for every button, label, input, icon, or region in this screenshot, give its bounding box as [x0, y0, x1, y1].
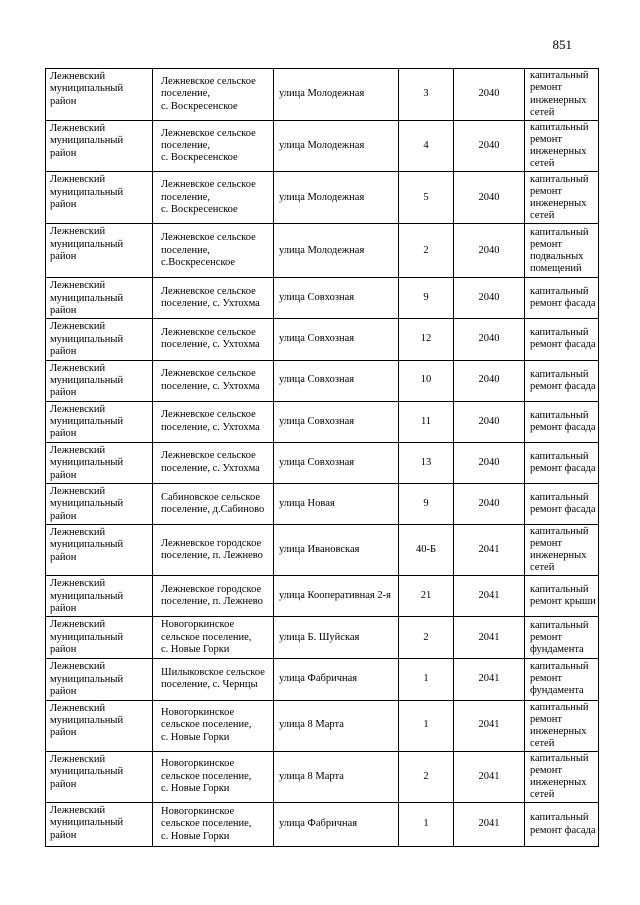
- work-type-cell: капитальный ремонт фасада: [525, 278, 599, 319]
- settlement-cell: Лежневское сельское поселение, с. Ухтохма: [153, 442, 274, 483]
- district-cell: Лежневский муниципальный район: [46, 700, 153, 751]
- street-cell: улица Ивановская: [274, 525, 399, 576]
- year-cell: 2040: [454, 69, 525, 121]
- work-type-cell: капитальный ремонт подвальных помещений: [525, 224, 599, 278]
- house-number-cell: 1: [399, 803, 454, 847]
- year-cell: 2041: [454, 751, 525, 802]
- house-number-cell: 5: [399, 172, 454, 224]
- house-number-cell: 3: [399, 69, 454, 121]
- work-type-cell: капитальный ремонт инженерных сетей: [525, 700, 599, 751]
- district-cell: Лежневский муниципальный район: [46, 483, 153, 524]
- street-cell: улица Молодежная: [274, 69, 399, 121]
- settlement-cell: Новогоркинское сельское поселение, с. Новые Горки: [153, 751, 274, 802]
- year-cell: 2041: [454, 617, 525, 659]
- year-cell: 2040: [454, 401, 525, 442]
- district-cell: Лежневский муниципальный район: [46, 401, 153, 442]
- house-number-cell: 9: [399, 278, 454, 319]
- work-type-cell: капитальный ремонт инженерных сетей: [525, 172, 599, 224]
- district-cell: Лежневский муниципальный район: [46, 224, 153, 278]
- work-type-cell: капитальный ремонт крыши: [525, 576, 599, 617]
- work-type-cell: капитальный ремонт фасада: [525, 442, 599, 483]
- settlement-cell: Лежневское городское поселение, п. Лежнево: [153, 525, 274, 576]
- table-row: [46, 659, 599, 700]
- work-type-cell: капитальный ремонт инженерных сетей: [525, 121, 599, 172]
- street-cell: улица 8 Марта: [274, 751, 399, 802]
- street-cell: улица Совхозная: [274, 360, 399, 401]
- year-cell: 2041: [454, 700, 525, 751]
- table-row: [46, 803, 599, 847]
- year-cell: 2040: [454, 442, 525, 483]
- year-cell: 2040: [454, 224, 525, 278]
- district-cell: Лежневский муниципальный район: [46, 803, 153, 847]
- year-cell: 2040: [454, 319, 525, 360]
- work-type-cell: капитальный ремонт фасада: [525, 360, 599, 401]
- table-row: [46, 483, 599, 524]
- table-row: [46, 617, 599, 659]
- settlement-cell: Лежневское сельское поселение, с. Воскресенское: [153, 121, 274, 172]
- district-cell: Лежневский муниципальный район: [46, 360, 153, 401]
- settlement-cell: Новогоркинское сельское поселение, с. Новые Горки: [153, 803, 274, 847]
- work-type-cell: капитальный ремонт фасада: [525, 803, 599, 847]
- year-cell: 2041: [454, 803, 525, 847]
- house-number-cell: 2: [399, 224, 454, 278]
- settlement-cell: Лежневское сельское поселение, с.Воскресенское: [153, 224, 274, 278]
- work-type-cell: капитальный ремонт инженерных сетей: [525, 69, 599, 121]
- work-type-cell: капитальный ремонт фундамента: [525, 617, 599, 659]
- district-cell: Лежневский муниципальный район: [46, 751, 153, 802]
- table-row: [46, 401, 599, 442]
- house-number-cell: 1: [399, 659, 454, 700]
- street-cell: улица Фабричная: [274, 659, 399, 700]
- year-cell: 2041: [454, 576, 525, 617]
- table-row: [46, 224, 599, 278]
- district-cell: Лежневский муниципальный район: [46, 278, 153, 319]
- year-cell: 2040: [454, 121, 525, 172]
- street-cell: улица Совхозная: [274, 278, 399, 319]
- year-cell: 2041: [454, 525, 525, 576]
- street-cell: улица Молодежная: [274, 172, 399, 224]
- work-type-cell: капитальный ремонт инженерных сетей: [525, 525, 599, 576]
- work-type-cell: капитальный ремонт инженерных сетей: [525, 751, 599, 802]
- street-cell: улица Б. Шуйская: [274, 617, 399, 659]
- street-cell: улица Совхозная: [274, 319, 399, 360]
- street-cell: улица Кооперативная 2-я: [274, 576, 399, 617]
- table-row: [46, 121, 599, 172]
- settlement-cell: Лежневское сельское поселение, с. Ухтохма: [153, 401, 274, 442]
- district-cell: Лежневский муниципальный район: [46, 659, 153, 700]
- district-cell: Лежневский муниципальный район: [46, 172, 153, 224]
- year-cell: 2041: [454, 659, 525, 700]
- table-row: [46, 278, 599, 319]
- house-number-cell: 2: [399, 751, 454, 802]
- table-row: [46, 360, 599, 401]
- district-cell: Лежневский муниципальный район: [46, 576, 153, 617]
- settlement-cell: Лежневское сельское поселение, с. Воскресенское: [153, 69, 274, 121]
- house-number-cell: 1: [399, 700, 454, 751]
- year-cell: 2040: [454, 360, 525, 401]
- settlement-cell: Лежневское городское поселение, п. Лежнево: [153, 576, 274, 617]
- settlement-cell: Лежневское сельское поселение, с. Ухтохма: [153, 278, 274, 319]
- street-cell: улица Совхозная: [274, 401, 399, 442]
- street-cell: улица Молодежная: [274, 224, 399, 278]
- district-cell: Лежневский муниципальный район: [46, 319, 153, 360]
- settlement-cell: Лежневское сельское поселение, с. Воскресенское: [153, 172, 274, 224]
- table-row: [46, 319, 599, 360]
- settlement-cell: Новогоркинское сельское поселение, с. Новые Горки: [153, 700, 274, 751]
- house-number-cell: 40-Б: [399, 525, 454, 576]
- table-row: [46, 172, 599, 224]
- table-row: [46, 751, 599, 802]
- year-cell: 2040: [454, 483, 525, 524]
- work-type-cell: капитальный ремонт фундамента: [525, 659, 599, 700]
- table-row: [46, 576, 599, 617]
- table-body: [46, 69, 599, 847]
- house-number-cell: 9: [399, 483, 454, 524]
- house-number-cell: 21: [399, 576, 454, 617]
- work-type-cell: капитальный ремонт фасада: [525, 319, 599, 360]
- street-cell: улица Новая: [274, 483, 399, 524]
- settlement-cell: Шилыковское сельское поселение, с. Чернцы: [153, 659, 274, 700]
- settlement-cell: Лежневское сельское поселение, с. Ухтохма: [153, 319, 274, 360]
- house-number-cell: 11: [399, 401, 454, 442]
- house-number-cell: 2: [399, 617, 454, 659]
- street-cell: улица Молодежная: [274, 121, 399, 172]
- street-cell: улица 8 Марта: [274, 700, 399, 751]
- district-cell: Лежневский муниципальный район: [46, 525, 153, 576]
- settlement-cell: Лежневское сельское поселение, с. Ухтохма: [153, 360, 274, 401]
- table-row: [46, 700, 599, 751]
- settlement-cell: Новогоркинское сельское поселение, с. Новые Горки: [153, 617, 274, 659]
- year-cell: 2040: [454, 278, 525, 319]
- settlement-cell: Сабиновское сельское поселение, д.Сабиново: [153, 483, 274, 524]
- work-type-cell: капитальный ремонт фасада: [525, 483, 599, 524]
- repair-schedule-table-wrapper: [45, 68, 598, 847]
- street-cell: улица Фабричная: [274, 803, 399, 847]
- table-row: [46, 442, 599, 483]
- street-cell: улица Совхозная: [274, 442, 399, 483]
- district-cell: Лежневский муниципальный район: [46, 442, 153, 483]
- house-number-cell: 12: [399, 319, 454, 360]
- house-number-cell: 13: [399, 442, 454, 483]
- page-number: 851: [552, 37, 572, 52]
- table-row: [46, 69, 599, 121]
- table-row: [46, 525, 599, 576]
- district-cell: Лежневский муниципальный район: [46, 121, 153, 172]
- house-number-cell: 4: [399, 121, 454, 172]
- work-type-cell: капитальный ремонт фасада: [525, 401, 599, 442]
- house-number-cell: 10: [399, 360, 454, 401]
- district-cell: Лежневский муниципальный район: [46, 617, 153, 659]
- year-cell: 2040: [454, 172, 525, 224]
- district-cell: Лежневский муниципальный район: [46, 69, 153, 121]
- repair-schedule-table: [45, 68, 599, 847]
